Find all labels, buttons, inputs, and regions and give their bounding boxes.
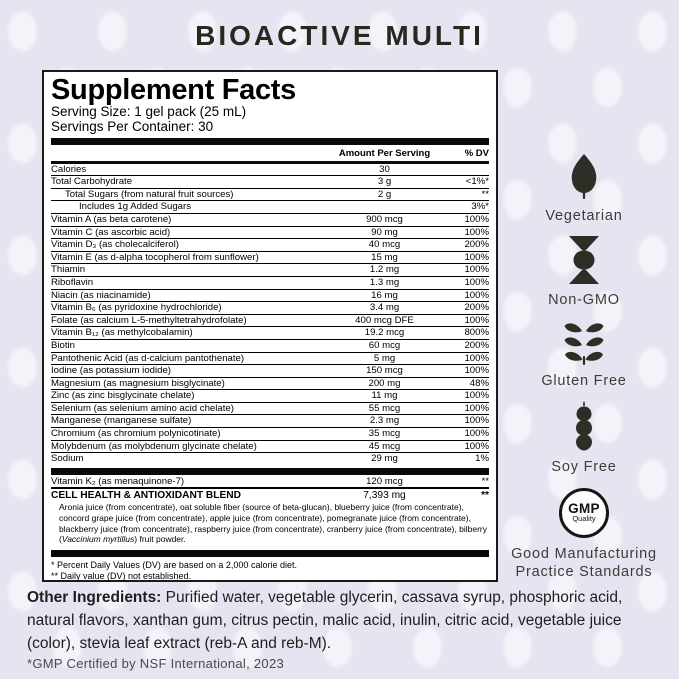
footnotes bbox=[51, 558, 489, 582]
nutrient-dv: 3%* bbox=[471, 201, 489, 213]
other-ingredients bbox=[27, 586, 659, 655]
nutrient-dv bbox=[447, 164, 489, 176]
badge-label: Non-GMO bbox=[548, 292, 620, 309]
servings-per-container: Servings Per Container: 30 bbox=[51, 119, 214, 135]
nutrient-dv: 100% bbox=[464, 440, 489, 452]
nutrient-dv: 100% bbox=[464, 289, 489, 301]
header-percent-dv: % DV bbox=[464, 147, 489, 159]
nutrient-dv: 100% bbox=[464, 251, 489, 263]
supplement-facts-panel bbox=[42, 70, 498, 582]
nutrient-dv: 100% bbox=[464, 276, 489, 288]
nutrient-amount: 30 bbox=[379, 163, 390, 175]
divider-thick bbox=[51, 468, 489, 475]
table-row bbox=[51, 428, 489, 441]
serving-size: Serving Size: 1 gel pack (25 mL) bbox=[51, 104, 247, 120]
nutrient-amount: 35 mcg bbox=[368, 428, 401, 440]
nutrient-amount: 2.3 mg bbox=[369, 415, 400, 427]
page-title: BIOACTIVE MULTI bbox=[195, 20, 484, 51]
table-row bbox=[51, 378, 489, 391]
nutrient-amount: 45 mcg bbox=[368, 440, 401, 452]
badge-vegetarian bbox=[545, 153, 622, 225]
nutrient-name: Thiamin bbox=[51, 264, 86, 276]
nutrient-name: Magnesium (as magnesium bisglycinate) bbox=[51, 377, 225, 389]
nutrient-name: Total Carbohydrate bbox=[51, 176, 133, 188]
nutrient-amount: 40 mcg bbox=[368, 239, 401, 251]
nutrient-amount: 400 mcg DFE bbox=[355, 314, 414, 326]
nutrient-name: Pantothenic Acid (as d-calcium pantothenate) bbox=[51, 352, 245, 364]
table-row bbox=[51, 390, 489, 403]
badge-gluten-free bbox=[541, 320, 626, 390]
blend-dv: ** bbox=[481, 490, 489, 502]
nutrient-amount: 200 mg bbox=[368, 377, 401, 389]
nutrient-dv: 1% bbox=[475, 453, 489, 465]
nutrient-amount: 15 mg bbox=[371, 251, 398, 263]
nutrient-name: Folate (as calcium L-5-methyltetrahydrofolate) bbox=[51, 314, 247, 326]
nutrient-table bbox=[51, 164, 489, 465]
blend-row bbox=[51, 489, 489, 502]
nutrient-dv: 800% bbox=[464, 327, 489, 339]
blend-name: CELL HEALTH & ANTIOXIDANT BLEND bbox=[51, 490, 241, 502]
wheat-icon bbox=[561, 320, 607, 365]
nutrient-name: Vitamin K₂ (as menaquinone-7) bbox=[51, 475, 185, 487]
table-row bbox=[51, 415, 489, 428]
gmp-seal-text: GMP bbox=[568, 500, 600, 516]
gmp-seal-icon bbox=[559, 488, 609, 538]
nutrient-name: Iodine (as potassium iodide) bbox=[51, 365, 171, 377]
leaf-icon bbox=[565, 153, 603, 200]
table-row bbox=[51, 365, 489, 378]
nutrient-name: Vitamin D₃ (as cholecalciferol) bbox=[51, 239, 179, 251]
nutrient-amount: 90 mg bbox=[371, 226, 398, 238]
nutrient-amount: 11 mg bbox=[371, 390, 398, 402]
nutrient-amount: 120 mcg bbox=[366, 475, 403, 487]
table-row bbox=[51, 453, 489, 465]
table-row bbox=[51, 315, 489, 328]
badge-gmp bbox=[498, 488, 670, 581]
supplement-facts-title: Supplement Facts bbox=[51, 74, 296, 106]
nutrient-amount: 29 mg bbox=[371, 453, 398, 465]
nutrient-name: Includes 1g Added Sugars bbox=[79, 201, 192, 213]
other-ingredients-text: Purified water, vegetable glycerin, cassava syrup, phosphoric acid, natural flavors, xanthan gum, citrus pectin, malic acid, inulin, citric acid, vegetable juice (color), stevia leaf extract (reb-A and reb-M). bbox=[27, 589, 623, 652]
dna-icon bbox=[566, 236, 602, 284]
table-row bbox=[51, 353, 489, 366]
table-row bbox=[51, 302, 489, 315]
nutrient-amount: 19.2 mcg bbox=[364, 327, 405, 339]
nutrient-dv: 200% bbox=[464, 239, 489, 251]
nutrient-name: Riboflavin bbox=[51, 276, 94, 288]
nutrient-name: Calories bbox=[51, 163, 87, 175]
nutrient-dv: 48% bbox=[469, 377, 489, 389]
table-row bbox=[51, 340, 489, 353]
nutrient-amount: 900 mcg bbox=[366, 213, 403, 225]
table-row bbox=[51, 239, 489, 252]
badge-soy-free bbox=[551, 401, 616, 476]
nutrient-name: Vitamin B₁₂ (as methylcobalamin) bbox=[51, 327, 193, 339]
table-row bbox=[51, 277, 489, 290]
nutrient-dv: 100% bbox=[464, 390, 489, 402]
nutrient-name: Selenium (as selenium amino acid chelate) bbox=[51, 402, 234, 414]
header-amount-per-serving: Amount Per Serving bbox=[338, 147, 431, 159]
footnote-not-established: ** Daily value (DV) not established. bbox=[51, 570, 192, 581]
gmp-seal-subtext: Quality bbox=[572, 514, 596, 524]
table-row bbox=[51, 264, 489, 277]
nutrient-dv: 100% bbox=[464, 352, 489, 364]
nutrient-name: Vitamin B₆ (as pyridoxine hydrochloride) bbox=[51, 302, 222, 314]
table-row bbox=[51, 441, 489, 454]
other-ingredients-label: Other Ingredients: bbox=[27, 589, 162, 606]
badge-label: Gluten Free bbox=[541, 373, 627, 390]
nutrient-name: Molybdenum (as molybdenum glycinate chelate) bbox=[51, 440, 257, 452]
table-row bbox=[51, 290, 489, 303]
nutrient-dv: 200% bbox=[464, 302, 489, 314]
nutrient-name: Manganese (manganese sulfate) bbox=[51, 415, 192, 427]
nutrient-amount bbox=[322, 201, 447, 213]
badge-non-gmo bbox=[548, 236, 620, 309]
nutrient-name: Vitamin C (as ascorbic acid) bbox=[51, 226, 171, 238]
nutrient-dv: 100% bbox=[464, 428, 489, 440]
nutrient-dv: ** bbox=[481, 475, 489, 487]
nutrient-amount: 3.4 mg bbox=[369, 302, 400, 314]
blend-desc-species: Vaccinium myrtillus bbox=[61, 534, 135, 545]
nutrient-amount: 60 mcg bbox=[368, 339, 401, 351]
nutrient-dv: ** bbox=[481, 188, 489, 200]
nutrient-amount: 2 g bbox=[377, 188, 392, 200]
nutrient-dv: 100% bbox=[464, 264, 489, 276]
table-row bbox=[51, 176, 489, 189]
nutrient-amount: 5 mg bbox=[373, 352, 396, 364]
table-row bbox=[51, 327, 489, 340]
nutrient-dv: 100% bbox=[464, 213, 489, 225]
soy-pod-icon bbox=[572, 401, 596, 451]
nutrient-table-lower bbox=[51, 476, 489, 490]
nutrient-dv: 100% bbox=[464, 226, 489, 238]
nutrient-dv: 100% bbox=[464, 402, 489, 414]
nutrient-dv: 100% bbox=[464, 415, 489, 427]
table-row bbox=[51, 189, 489, 202]
nutrient-dv: 100% bbox=[464, 365, 489, 377]
badge-label: Good Manufacturing Practice Standards bbox=[511, 545, 657, 580]
table-row bbox=[51, 252, 489, 265]
nutrient-amount: 1.2 mg bbox=[369, 264, 400, 276]
nutrient-name: Sodium bbox=[51, 453, 84, 465]
nutrient-amount: 1.3 mg bbox=[369, 276, 400, 288]
blend-desc-text: Aronia juice (from concentrate), oat soluble fiber (source of beta-glucan), blueberry juice (from concentrate), concord grape juice (from concentrate), apple juice (from concentrate), pomegranate juice (from concentrate), blackberry juice (from concentrate), raspberry juice (from concentrate), cranberry juice (from concentrate), bilberry ( bbox=[59, 502, 487, 545]
divider-thick bbox=[51, 550, 489, 557]
badge-label: Vegetarian bbox=[545, 208, 623, 224]
nutrient-name: Total Sugars (from natural fruit sources) bbox=[65, 188, 234, 200]
blend-desc-text: ) fruit powder. bbox=[134, 534, 186, 545]
table-row bbox=[51, 201, 489, 214]
table-row bbox=[51, 227, 489, 240]
nutrient-amount: 3 g bbox=[377, 176, 392, 188]
nutrient-dv: <1%* bbox=[465, 176, 489, 188]
nutrient-name: Biotin bbox=[51, 339, 75, 351]
table-row bbox=[51, 476, 489, 490]
divider-thick bbox=[51, 138, 489, 145]
nutrient-amount: 16 mg bbox=[371, 289, 398, 301]
nutrient-dv: 200% bbox=[464, 339, 489, 351]
nutrient-dv: 100% bbox=[464, 314, 489, 326]
blend-description bbox=[51, 502, 489, 546]
nutrient-amount: 150 mcg bbox=[366, 365, 403, 377]
nutrient-amount: 55 mcg bbox=[368, 402, 401, 414]
nutrient-name: Vitamin A (as beta carotene) bbox=[51, 213, 172, 225]
blend-amount: 7,393 mg bbox=[363, 490, 406, 502]
footnote-dv: * Percent Daily Values (DV) are based on a 2,000 calorie diet. bbox=[51, 559, 297, 570]
table-header bbox=[51, 146, 489, 161]
badge-label: Soy Free bbox=[551, 459, 617, 476]
table-row bbox=[51, 214, 489, 227]
table-row bbox=[51, 164, 489, 177]
table-row bbox=[51, 403, 489, 416]
gmp-certification-note: *GMP Certified by NSF International, 2023 bbox=[27, 656, 285, 671]
nutrient-name: Vitamin E (as d-alpha tocopherol from sunflower) bbox=[51, 251, 259, 263]
certification-badges bbox=[498, 153, 670, 581]
nutrient-name: Niacin (as niacinamide) bbox=[51, 289, 151, 301]
nutrient-name: Zinc (as zinc bisglycinate chelate) bbox=[51, 390, 195, 402]
nutrient-name: Chromium (as chromium polynicotinate) bbox=[51, 428, 221, 440]
